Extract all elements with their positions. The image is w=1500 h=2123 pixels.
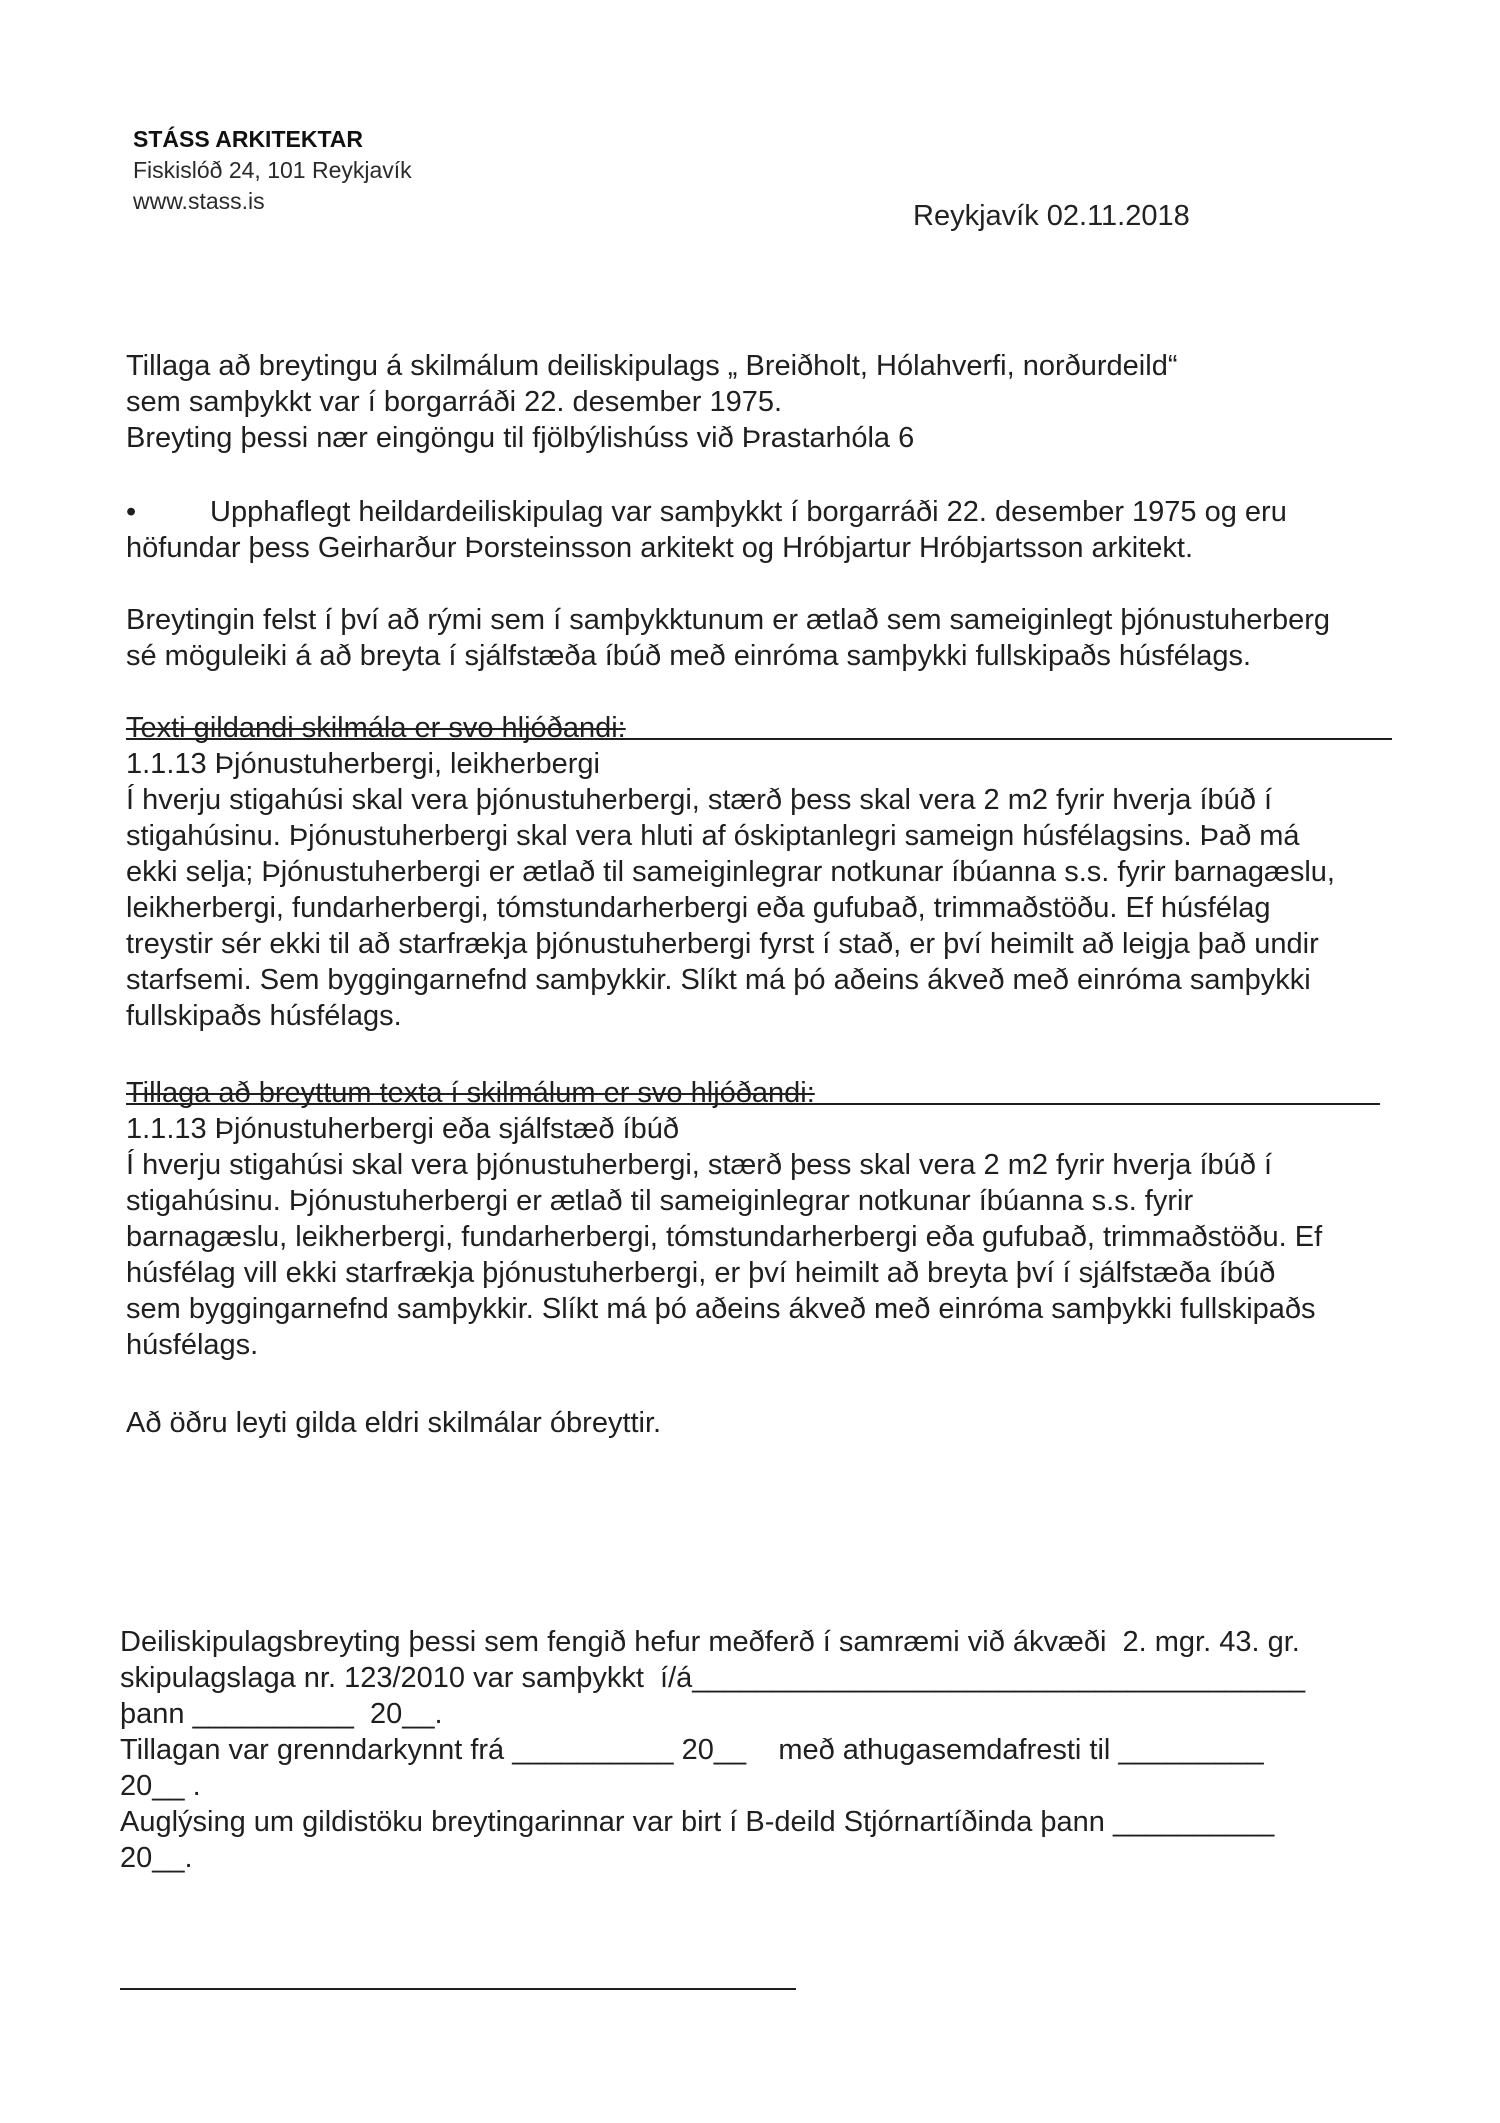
approval-line: Auglýsing um gildistöku breytingarinnar var birt í B-deild Stjórnartíðinda þann __________ [120,1806,1275,1838]
proposed-terms-line: sem byggingarnefnd samþykkir. Slíkt má þó aðeins ákveð með einróma samþykki fullskipaðs [126,1293,1316,1325]
proposed-terms-line: húsfélags. [126,1329,259,1361]
bullet-paragraph [126,494,1396,566]
approval-line: Tillagan var grenndarkynnt frá __________ 20__ með athugasemdafresti til _________ [120,1734,1264,1766]
intro-paragraph [126,348,1396,456]
current-terms-line: treystir sér ekki til að starfrækja þjónustuherbergi fyrst í stað, er því heimilt að leigja það undir [126,928,1319,960]
current-terms-line: stigahúsinu. Þjónustuherbergi skal vera hluti af óskiptanlegri sameign húsfélagsins. Það má [126,820,1300,852]
company-name: STÁSS ARKITEKTAR [133,126,363,152]
proposed-terms-subheading: 1.1.13 Þjónustuherbergi eða sjálfstæð íbúð [126,1113,679,1145]
current-terms-line: leikherbergi, fundarherbergi, tómstundarherbergi eða gufubað, trimmaðstöðu. Ef húsfélag [126,892,1271,924]
closing-text: Að öðru leyti gilda eldri skilmálar óbreyttir. [126,1407,662,1439]
company-website: www.stass.is [133,188,265,214]
current-terms-line: Í hverju stigahúsi skal vera þjónustuherbergi, stærð þess skal vera 2 m2 fyrir hverja íbúð í [126,784,1273,816]
intro-line: Breyting þessi nær eingöngu til fjölbýlishúss við Þrastarhóla 6 [126,422,915,454]
current-terms-section [126,710,1396,1034]
proposed-terms-line: barnagæslu, leikherbergi, fundarherbergi, tómstundarherbergi eða gufubað, trimmaðstöðu. Ef [126,1221,1323,1253]
proposed-terms-heading [126,1075,1396,1111]
current-terms-line: fullskipaðs húsfélags. [126,1000,402,1032]
closing-paragraph [126,1405,1396,1441]
approval-line: skipulagslaga nr. 123/2010 var samþykkt í/á______________________________________ [120,1662,1306,1694]
heading-rule [126,738,1392,740]
proposed-terms-section [126,1075,1396,1363]
bullet-text-continued: höfundar þess Geirharður Þorsteinsson arkitekt og Hróbjartur Hróbjartsson arkitekt. [126,532,1194,564]
current-terms-line: ekki selja; Þjónustuherbergi er ætlað til sameiginlegrar notkunar íbúanna s.s. fyrir barnagæslu, [126,856,1335,888]
heading-rule [126,1103,1380,1105]
intro-line: sem samþykkt var í borgarráði 22. desember 1975. [126,386,783,418]
change-line: Breytingin felst í því að rými sem í samþykktunum er ætlað sem sameiginlegt þjónustuherberg [126,604,1331,636]
document-date: Reykjavík 02.11.2018 [913,200,1190,232]
change-line: sé möguleiki á að breyta í sjálfstæða íbúð með einróma samþykki fullskipaðs húsfélags. [126,640,1252,672]
proposed-terms-line: Í hverju stigahúsi skal vera þjónustuherbergi, stærð þess skal vera 2 m2 fyrir hverja íbúð í [126,1149,1273,1181]
company-address: Fiskislóð 24, 101 Reykjavík [133,157,412,183]
approval-line: Deiliskipulagsbreyting þessi sem fengið hefur meðferð í samræmi við ákvæði 2. mgr. 43. gr. [120,1626,1300,1658]
bullet-text: Upphaflegt heildardeiliskipulag var samþykkt í borgarráði 22. desember 1975 og eru [210,496,1287,528]
approval-line: þann __________ 20__. [120,1698,443,1730]
signature-line [120,1988,796,1990]
current-terms-line: starfsemi. Sem byggingarnefnd samþykkir. Slíkt má þó aðeins ákveð með einróma samþykki [126,964,1311,996]
bullet-marker: • [126,496,137,528]
current-terms-heading-text: Texti gildandi skilmála er svo hljóðandi: [126,712,626,744]
approval-block [120,1624,1400,1876]
approval-line: 20__ . [120,1770,201,1802]
current-terms-heading [126,710,1396,746]
proposed-terms-line: stigahúsinu. Þjónustuherbergi er ætlað til sameiginlegrar notkunar íbúanna s.s. fyrir [126,1185,1194,1217]
current-terms-subheading: 1.1.13 Þjónustuherbergi, leikherbergi [126,748,600,780]
approval-line: 20__. [120,1842,193,1874]
proposed-terms-line: húsfélag vill ekki starfrækja þjónustuherbergi, er því heimilt að breyta því í sjálfstæða íbúð [126,1257,1276,1289]
proposed-terms-heading-text: Tillaga að breyttum texta í skilmálum er svo hljóðandi: [126,1077,815,1109]
intro-line: Tillaga að breytingu á skilmálum deiliskipulags „ Breiðholt, Hólahverfi, norðurdeild“ [126,350,1178,382]
letterhead [133,124,412,217]
change-paragraph [126,602,1396,674]
